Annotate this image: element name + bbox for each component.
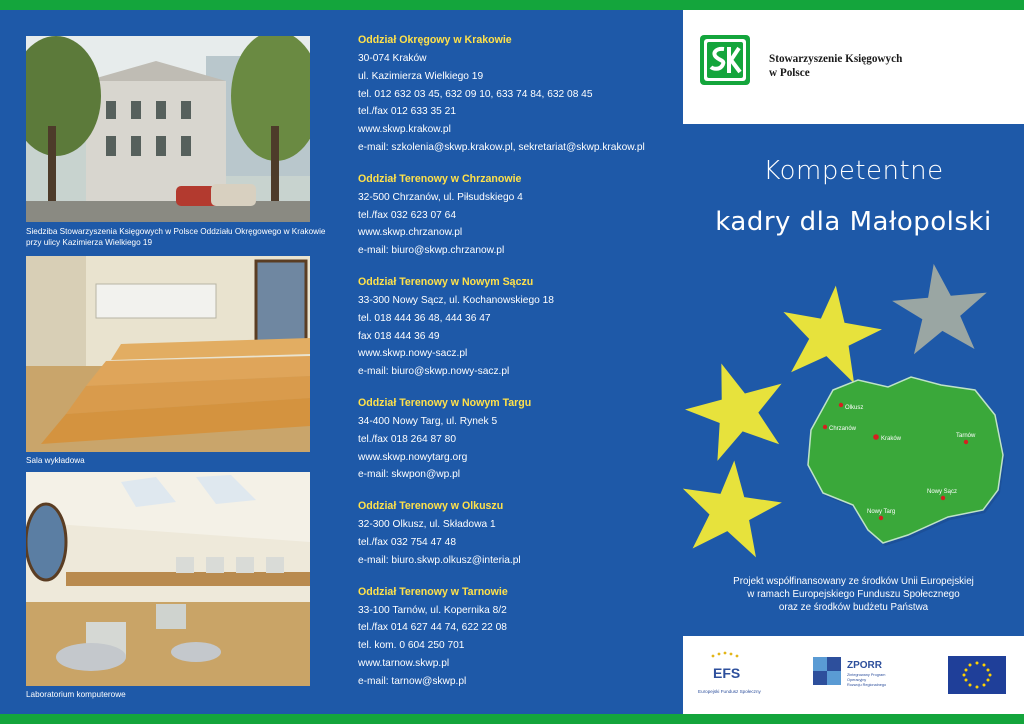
org-name-line1: Stowarzyszenie Księgowych — [769, 53, 903, 65]
office-title: Oddział Terenowy w Tarnowie — [358, 585, 508, 598]
malopolska-map — [683, 255, 1024, 565]
office-line: tel./fax 014 627 44 74, 622 22 08 — [358, 622, 507, 634]
office-email[interactable]: e-mail: skwpon@wp.pl — [358, 469, 461, 481]
funding-logos — [683, 636, 1024, 714]
star-icon — [683, 454, 787, 560]
zporr-logo-subtitle: Zintegrowany Program — [847, 673, 886, 677]
efs-logo-subtitle: Europejski Fundusz Społeczny — [698, 689, 761, 694]
office-line: 33-100 Tarnów, ul. Kopernika 8/2 — [358, 604, 507, 616]
zporr-logo-subtitle: Operacyjny — [847, 678, 867, 682]
office-line: tel. kom. 0 604 250 701 — [358, 640, 465, 652]
office-line: tel./fax 032 754 47 48 — [358, 536, 456, 548]
office-title: Oddział Terenowy w Nowym Sączu — [358, 275, 534, 288]
office-line: 32-500 Chrzanów, ul. Piłsudskiego 4 — [358, 191, 523, 203]
office-krakow — [358, 32, 678, 157]
org-name — [769, 53, 902, 80]
city-label: Tarnów — [956, 433, 976, 439]
headline-line1: Kompetentne — [763, 156, 944, 186]
office-website[interactable]: www.skwp.krakow.pl — [358, 124, 451, 136]
star-icon — [773, 278, 888, 387]
office-olkusz — [358, 498, 678, 569]
office-line: ul. Kazimierza Wielkiego 19 — [358, 70, 484, 82]
building-photo — [26, 36, 310, 222]
region-shape — [808, 377, 1003, 543]
office-website[interactable]: www.tarnow.skwp.pl — [358, 657, 450, 669]
office-chrzanow — [358, 171, 678, 260]
lecture-hall-caption: Sala wykładowa — [26, 456, 85, 465]
lecture-hall-photo — [26, 256, 310, 452]
office-email[interactable]: e-mail: biuro.skwp.olkusz@interia.pl — [358, 554, 521, 566]
city-label: Chrzanów — [829, 426, 857, 432]
office-email[interactable]: e-mail: tarnow@skwp.pl — [358, 675, 467, 687]
office-line: tel. 012 632 03 45, 632 09 10, 633 74 84, 632 08 45 — [358, 88, 593, 100]
office-title: Oddział Terenowy w Nowym Targu — [358, 396, 532, 409]
office-line: tel./fax 012 633 35 21 — [358, 106, 456, 118]
office-nowy-targ — [358, 395, 678, 484]
city-label: Nowy Targ — [867, 509, 896, 515]
zporr-logo-subtitle: Rozwoju Regionalnego — [847, 683, 887, 687]
office-email[interactable]: e-mail: biuro@skwp.nowy-sacz.pl — [358, 366, 510, 378]
office-email[interactable]: e-mail: biuro@skwp.chrzanow.pl — [358, 245, 505, 257]
project-funding-text — [683, 575, 1024, 614]
star-icon — [683, 350, 797, 466]
office-line: 30-074 Kraków — [358, 53, 427, 64]
top-green-bar — [0, 0, 1024, 10]
computer-lab-caption: Laboratorium komputerowe — [26, 690, 126, 699]
computer-lab-photo — [26, 472, 310, 686]
building-caption: Siedziba Stowarzyszenia Księgowych w Polsce Oddziału Okręgowego w Krakowie przy ulicy Kazimierza Wielkiego 19 — [26, 227, 326, 247]
bottom-green-bar — [0, 714, 1024, 724]
project-line: oraz ze środków budżetu Państwa — [778, 602, 929, 613]
office-nowy-sacz — [358, 274, 678, 381]
city-label: Kraków — [881, 436, 902, 442]
skwp-logo-icon — [700, 35, 750, 85]
star-icon — [889, 259, 991, 355]
eu-flag-icon — [948, 656, 1006, 694]
efs-logo-icon — [698, 652, 762, 694]
city-label: Olkusz — [845, 405, 864, 411]
office-line: 32-300 Olkusz, ul. Składowa 1 — [358, 519, 496, 531]
office-line: tel./fax 032 623 07 64 — [358, 209, 456, 221]
zporr-logo-text: ZPORR — [847, 660, 882, 671]
office-title: Oddział Terenowy w Chrzanowie — [358, 172, 522, 185]
office-website[interactable]: www.skwp.chrzanow.pl — [358, 227, 463, 239]
office-line: 34-400 Nowy Targ, ul. Rynek 5 — [358, 415, 498, 427]
office-email[interactable]: e-mail: szkolenia@skwp.krakow.pl, sekretariat@skwp.krakow.pl — [358, 141, 645, 153]
headline-line2: kadry dla Małopolski — [715, 207, 992, 237]
office-tarnow — [358, 584, 678, 691]
zporr-logo-icon — [813, 657, 886, 687]
office-line: tel. 018 444 36 48, 444 36 47 — [358, 312, 491, 324]
office-line: fax 018 444 36 49 — [358, 330, 440, 342]
office-title: Oddział Terenowy w Olkuszu — [358, 500, 504, 513]
city-label: Nowy Sącz — [927, 489, 958, 495]
project-line: w ramach Europejskiego Funduszu Społecznego — [747, 589, 960, 600]
office-line: tel./fax 018 264 87 80 — [358, 433, 456, 445]
org-header — [683, 10, 1024, 124]
project-line: Projekt współfinansowany ze środków Unii Europejskiej — [733, 576, 974, 587]
office-line: 33-300 Nowy Sącz, ul. Kochanowskiego 18 — [358, 294, 554, 306]
efs-logo-text: EFS — [713, 665, 741, 681]
office-title: Oddział Okręgowy w Krakowie — [358, 34, 512, 46]
office-website[interactable]: www.skwp.nowy-sacz.pl — [358, 348, 468, 360]
office-website[interactable]: www.skwp.nowytarg.org — [358, 451, 468, 463]
office-list — [358, 32, 678, 705]
org-name-line2: w Polsce — [769, 66, 810, 79]
